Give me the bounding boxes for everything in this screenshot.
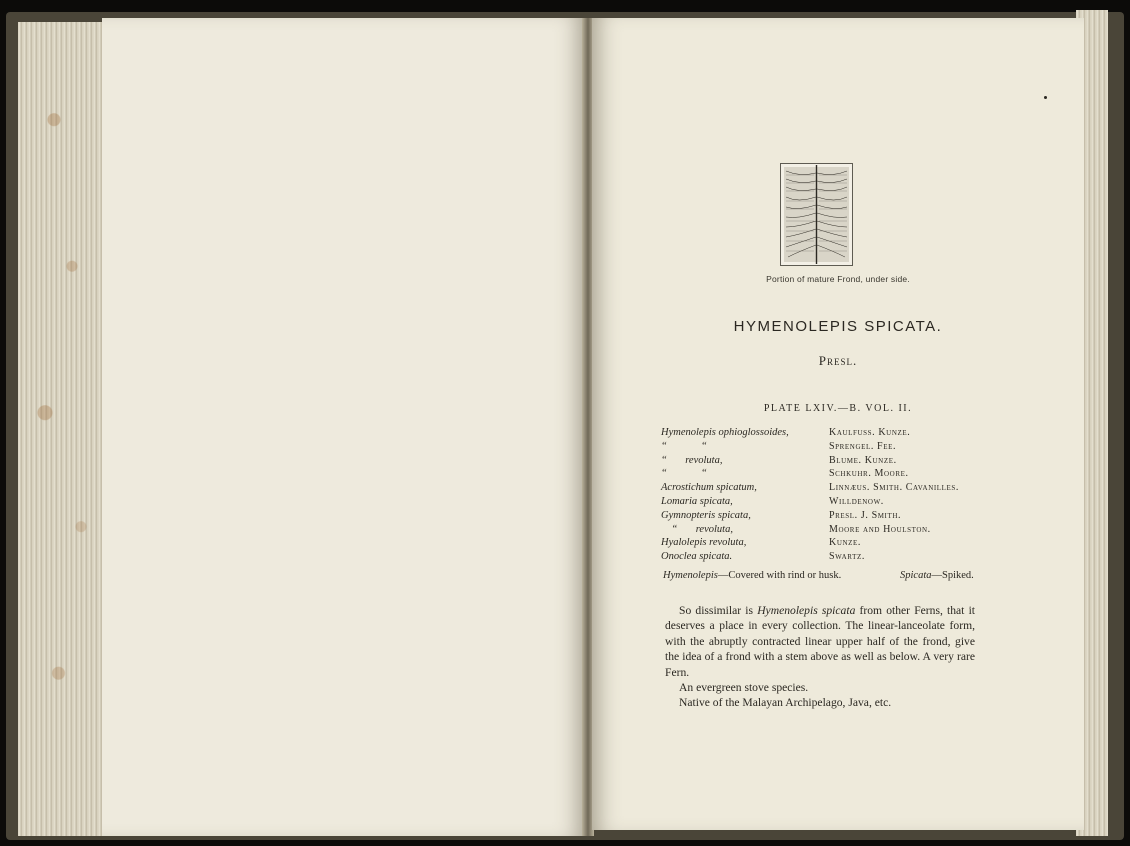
synonym-name: “ “ xyxy=(661,440,707,452)
synonym-authority: Blume. Kunze. xyxy=(829,454,897,466)
synonym-authority: Kunze. xyxy=(829,537,861,549)
synonym-names xyxy=(661,426,789,564)
synonym-authority: Swartz. xyxy=(829,551,865,563)
etymology-genus-term: Hymenolepis xyxy=(663,570,718,581)
synonym-authority: Presl. J. Smith. xyxy=(829,509,902,521)
synonym-authority: Schkuhr. Moore. xyxy=(829,468,909,480)
synonym-name: “ revoluta, xyxy=(661,523,733,535)
etymology-species-meaning: —Spiked. xyxy=(931,570,974,581)
etymology-genus xyxy=(663,570,841,581)
etymology-species-term: Spicata xyxy=(900,570,932,581)
page-speck xyxy=(1044,96,1047,99)
description-habit: An evergreen stove species. xyxy=(679,681,809,695)
page-title: HYMENOLEPIS SPICATA. xyxy=(733,318,943,335)
synonym-authorities xyxy=(829,426,959,564)
description-body xyxy=(665,603,975,711)
left-page-edges xyxy=(18,22,108,836)
synonym-name: Hymenolepis ophioglossoides, xyxy=(661,427,789,438)
etymology-species xyxy=(900,570,974,581)
description-paragraph xyxy=(665,603,975,680)
synonym-authority: Kaulfuss. Kunze. xyxy=(829,427,911,438)
synonym-authority: Willdenow. xyxy=(829,495,884,507)
synonym-name: “ “ xyxy=(661,468,707,480)
synonym-name: Acrostichum spicatum, xyxy=(661,482,757,494)
species-name-inline: Hymenolepis spicata xyxy=(757,604,856,617)
synonym-authority: Sprengel. Fee. xyxy=(829,440,897,452)
synonym-name: Hyalolepis revoluta, xyxy=(661,537,747,549)
synonym-authority: Moore and Houlston. xyxy=(829,523,931,535)
plate-reference: PLATE LXIV.—B. VOL. II. xyxy=(763,403,913,414)
synonym-authority: Linnæus. Smith. Cavanilles. xyxy=(829,482,960,494)
synonym-name: Onoclea spicata. xyxy=(661,551,733,563)
paragraph-continuation: from other Ferns, that it deserves a place in every collection. The linear-lanceolate form, with the abruptly contracted linear upper half of the frond, give the idea of a frond with a stem above as well as below. A very rare Fern. xyxy=(665,604,976,679)
fern-frond-illustration xyxy=(780,163,853,266)
synonym-name: “ revoluta, xyxy=(661,454,723,466)
figure-caption: Portion of mature Frond, under side. xyxy=(766,274,910,284)
etymology-genus-meaning: —Covered with rind or husk. xyxy=(717,570,842,581)
left-page-blank xyxy=(102,18,584,836)
synonym-name: Lomaria spicata, xyxy=(661,495,733,507)
synonym-name: Gymnopteris spicata, xyxy=(661,509,751,521)
description-range: Native of the Malayan Archipelago, Java, etc. xyxy=(679,696,892,710)
species-author: Presl. xyxy=(818,353,858,368)
paragraph-start: So dissimilar is xyxy=(679,604,758,617)
